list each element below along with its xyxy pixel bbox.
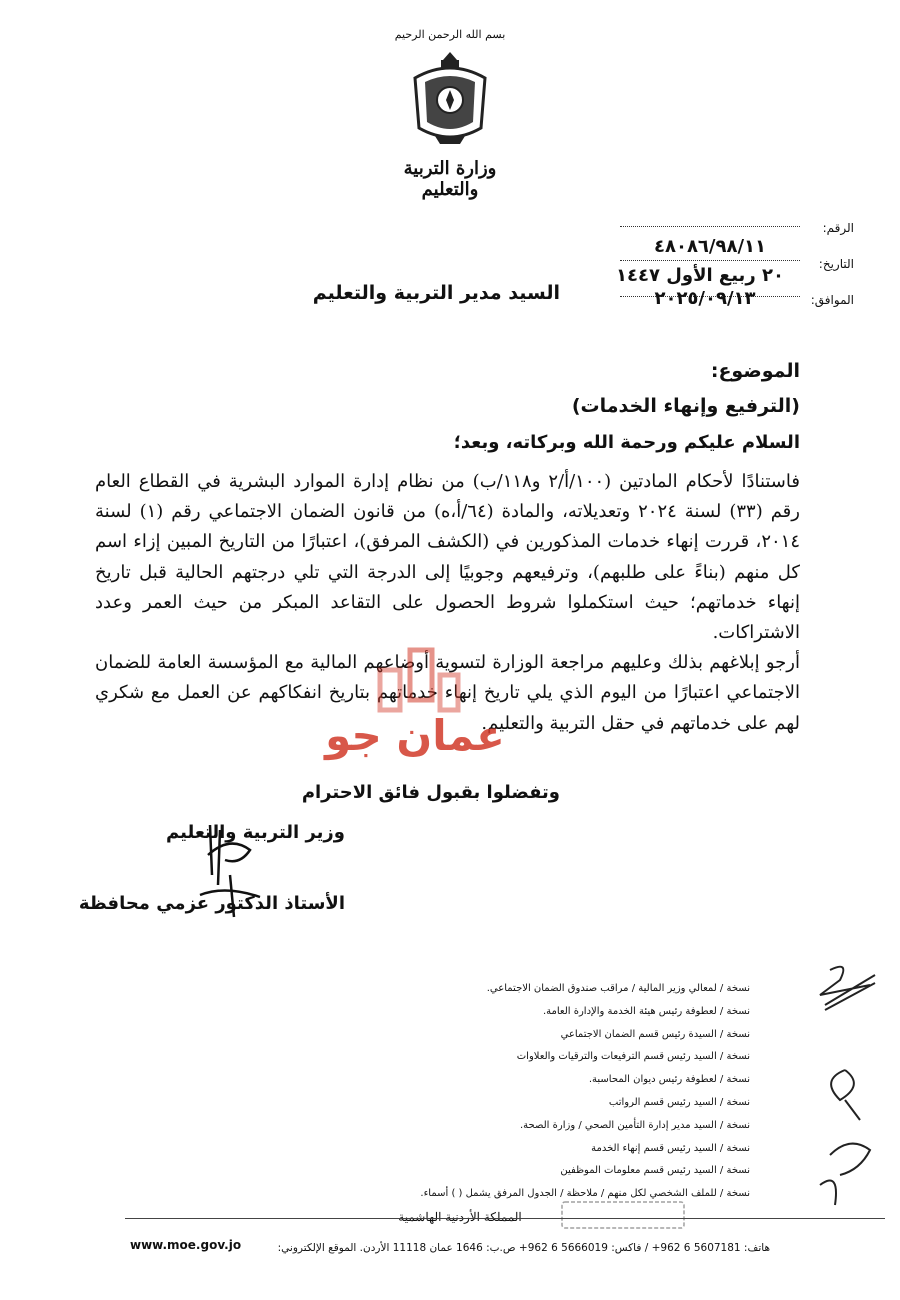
minister-name: الأستاذ الدكتور عزمي محافظة (78, 893, 345, 914)
copy-line: نسخة / لمعالي وزير المالية / مراقب صندوق الضمان الاجتماعي. (486, 983, 750, 994)
copy-line: نسخة / السيد مدير إدارة التأمين الصحي / وزارة الصحة. (519, 1119, 750, 1131)
watermark-logo-icon (300, 640, 530, 770)
addressee: السيد مدير التربية والتعليم (312, 282, 560, 304)
date-line (620, 260, 800, 261)
watermark-text: عمان جو (325, 711, 505, 760)
received-stamp-icon (558, 1198, 688, 1232)
closing: وتفضلوا بقبول فائق الاحترام (301, 782, 560, 803)
footer-contact: هاتف: 5607181 6 962+ / فاكس: 5666019 6 962+ ص.ب: 1646 عمان 11118 الأردن. الموقع الإلكتروني: (277, 1242, 770, 1254)
greeting: السلام عليكم ورحمة الله وبركاته، وبعد؛ (453, 432, 800, 453)
copies-list (270, 978, 750, 1206)
basmala: بسم الله الرحمن الرحيم (394, 28, 506, 41)
subject-label: الموضوع: (710, 360, 800, 382)
copy-line: نسخة / السيد رئيس قسم معلومات الموظفين (560, 1165, 750, 1177)
reference-number: ٤٨٠٨٦/٩٨/١١ (653, 236, 767, 257)
copy-line: نسخة / السيد رئيس قسم الرواتب (608, 1096, 750, 1108)
gregorian-date: ٢٠٢٥/٠٩/١٣ (654, 288, 756, 309)
subject: (الترفيع وإنهاء الخدمات) (571, 395, 800, 417)
copy-line: نسخة / السيدة رئيس قسم الضمان الاجتماعي (560, 1028, 750, 1040)
minister-title: وزير التربية والتعليم (166, 822, 345, 843)
number-line (620, 226, 800, 227)
copy-line: نسخة / لعطوفة رئيس هيئة الخدمة والإدارة العامة. (542, 1005, 750, 1017)
copy-line: نسخة / السيد رئيس قسم إنهاء الخدمة (591, 1142, 750, 1154)
copy-line: نسخة / لعطوفة رئيس ديوان المحاسبة. (588, 1074, 750, 1086)
jordan-coat-of-arms-icon (405, 48, 495, 148)
ministry-name: وزارة التربية والتعليم (403, 158, 497, 200)
date-label: التاريخ: (818, 257, 854, 271)
body-paragraph-2: أرجو إبلاغهم بذلك وعليهم مراجعة الوزارة لتسوية أوضاعهم المالية مع المؤسسة العامة للضمان الاجتماعي اعتبارًا من اليوم الذي يلي تاريخ إنهاء خدماتهم بتاريخ انفكاكهم عن العمل مع شكري لهم على خدماتهم في حقل التربية والتعليم. (95, 652, 800, 734)
number-label: الرقم: (822, 221, 854, 235)
corresponding-label: الموافق: (810, 293, 854, 307)
footer-website-link[interactable]: www.moe.gov.jo (130, 1238, 242, 1252)
hijri-date: ٢٠ ربيع الأول ١٤٤٧ (616, 265, 784, 286)
footer-divider (125, 1218, 885, 1219)
copy-line: نسخة / السيد رئيس قسم الترفيعات والترقيات والعلاوات (516, 1051, 750, 1063)
body-paragraph-1: فاستنادًا لأحكام المادتين (١٠٠/أ/٢ و١١٨/ب) من نظام إدارة الموارد البشرية في القطاع العام رقم (٣٣) لسنة ٢٠٢٤ وتعديلاته، والمادة (٦٤/أ،ه) من قانون الضمان الاجتماعي رقم (١) لسنة ٢٠١٤، قررت إنهاء خدمات المذكورين في (الكشف المرفق)، اعتبارًا من التاريخ المبين إزاء اسم كل منهم (بناءً على طلبهم)، وترفيعهم وجوبيًا إلى الدرجة التي تلي درجتهم الحالية قبل تاريخ إنهاء خدماتهم؛ حيث استكملوا شروط الحصول على التقاعد المبكر من حيث العمر وعدد الاشتراكات. (95, 471, 800, 644)
copy-line: نسخة / للملف الشخصي لكل منهم / ملاحظة / الجدول المرفق يشمل ( ) أسماء. (420, 1188, 750, 1200)
footer-country: المملكة الأردنية الهاشمية (398, 1210, 522, 1224)
handwritten-initials-icon (800, 955, 880, 1215)
